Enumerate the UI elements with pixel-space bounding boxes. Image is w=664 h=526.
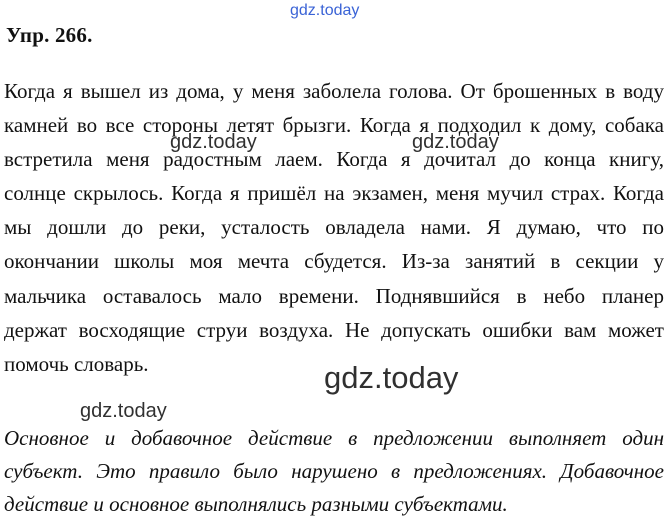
text-line-3: встретила меня радостным лаем. Когда я дочитал до конца книгу, bbox=[4, 147, 664, 172]
explanation-line-3: действие и основное выполнялись разными субъектами. bbox=[4, 492, 508, 517]
text-line-7: мальчика оставалось мало времени. Поднявшийся в небо планер bbox=[4, 283, 664, 308]
watermark-mid-left: gdz.today bbox=[170, 131, 257, 153]
text-line-2: камней во все стороны летят брызги. Когда я подходил к дому, собака bbox=[4, 113, 664, 138]
watermark-bottom-left: gdz.today bbox=[80, 400, 167, 422]
text-line-6: окончании школы моя мечта сбудется. Из-за занятий в секции у bbox=[4, 249, 664, 274]
exercise-title: Упр. 266. bbox=[6, 23, 93, 47]
exercise-text bbox=[4, 74, 664, 381]
explanation-line-2: субъект. Это правило было нарушено в предложениях. Добавочное bbox=[4, 459, 664, 484]
watermark-mid-right: gdz.today bbox=[412, 131, 499, 153]
watermark-large: gdz.today bbox=[324, 360, 459, 395]
explanation-line-1: Основное и добавочное действие в предложении выполняет один bbox=[4, 426, 664, 450]
watermark-top: gdz.today bbox=[290, 2, 360, 19]
text-line-5: мы дошли до реки, усталость овладела нами. Я думаю, что по bbox=[4, 215, 664, 240]
text-line-9: помочь словарь. bbox=[4, 351, 149, 376]
explanation-text bbox=[4, 422, 664, 522]
text-line-1: Когда я вышел из дома, у меня заболела голова. От брошенных в воду bbox=[4, 79, 664, 103]
text-line-4: солнце скрылось. Когда я пришёл на экзамен, меня мучил страх. Когда bbox=[4, 181, 664, 206]
text-line-8: держат восходящие струи воздуха. Не допускать ошибки вам может bbox=[4, 317, 664, 342]
